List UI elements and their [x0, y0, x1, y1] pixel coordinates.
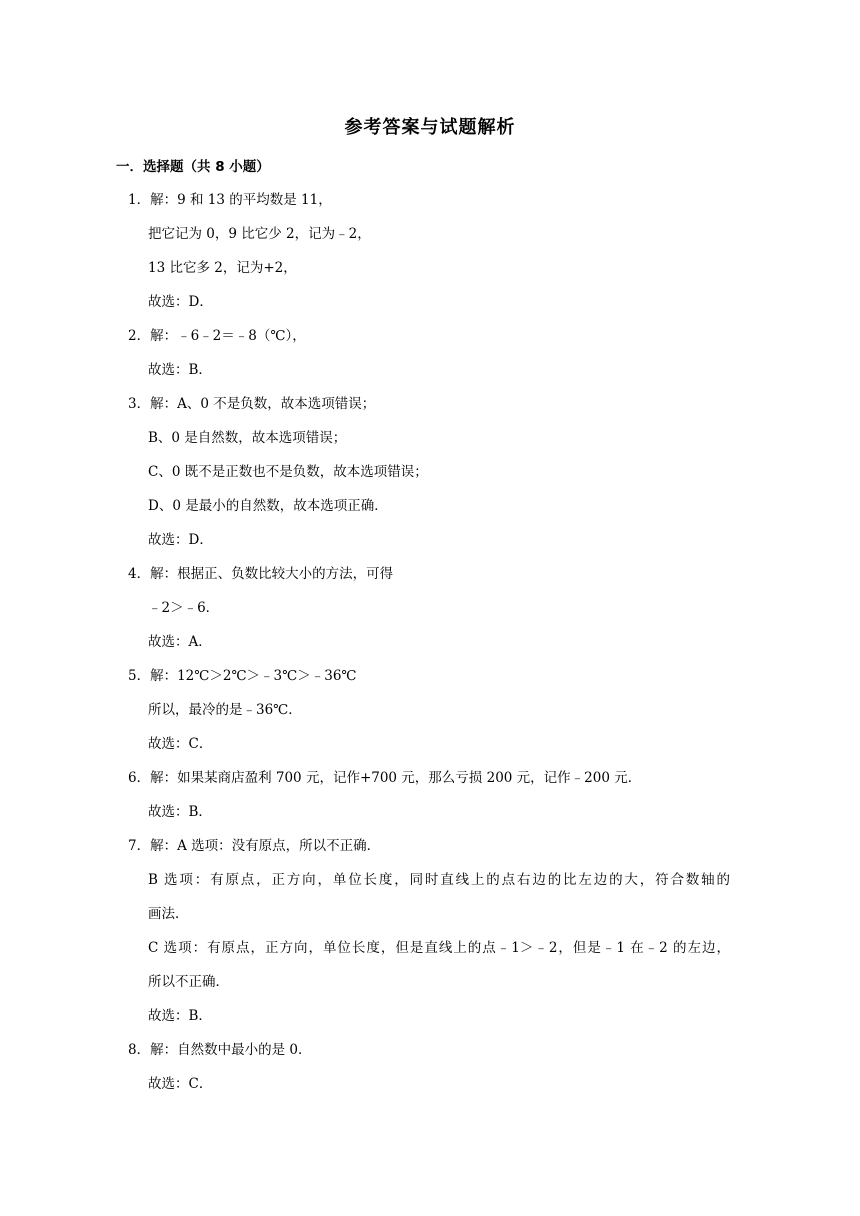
answer-7-line-1: 7．解：A 选项：没有原点，所以不正确． [128, 838, 381, 854]
answer-4-choice: 故选：A． [148, 634, 212, 650]
answer-3-line-3: C、0 既不是正数也不是负数，故本选项错误； [148, 464, 428, 480]
answer-8-choice: 故选：C． [148, 1076, 213, 1092]
answer-7-line-5: 所以不正确． [148, 974, 229, 990]
answer-1-line-2: 把它记为 0，9 比它少 2，记为﹣2， [148, 226, 371, 242]
answer-1-choice: 故选：D． [148, 294, 213, 310]
answer-4-line-2: ﹣2＞﹣6． [148, 600, 220, 616]
answer-5-line-2: 所以，最冷的是﹣36℃． [148, 702, 302, 718]
answer-1-line-3: 13 比它多 2，记为+2， [148, 260, 297, 276]
answer-2-choice: 故选：B． [148, 362, 212, 378]
answer-3-choice: 故选：D． [148, 532, 213, 548]
answer-6-line-1: 6．解：如果某商店盈利 700 元，记作+700 元，那么亏损 200 元，记作﹣200 元． [128, 770, 642, 786]
answer-7-line-4: C 选项：有原点，正方向，单位长度，但是直线上的点﹣1＞﹣2，但是﹣1 在﹣2 的左边， [148, 940, 730, 956]
answer-3-line-2: B、0 是自然数，故本选项错误； [148, 430, 347, 446]
page-title: 参考答案与试题解析 [344, 117, 516, 138]
answer-5-choice: 故选：C． [148, 736, 213, 752]
answer-6-choice: 故选：B． [148, 804, 212, 820]
answer-3-line-4: D、0 是最小的自然数，故本选项正确． [148, 498, 388, 514]
answer-4-line-1: 4．解：根据正、负数比较大小的方法，可得 [128, 566, 394, 582]
section-heading: 一．选择题（共 8 小题） [116, 159, 270, 175]
answer-7-choice: 故选：B． [148, 1008, 212, 1024]
answer-7-line-2: B 选项：有原点，正方向，单位长度，同时直线上的点右边的比左边的大，符合数轴的 [148, 872, 730, 888]
answer-7-line-3: 画法． [148, 906, 189, 922]
answer-8-line-1: 8．解：自然数中最小的是 0． [128, 1042, 312, 1058]
answer-5-line-1: 5．解：12℃＞2℃＞﹣3℃＞﹣36℃ [128, 668, 357, 684]
answer-1-line-1: 1．解：9 和 13 的平均数是 11， [128, 192, 332, 208]
answer-3-line-1: 3．解：A、0 不是负数，故本选项错误； [128, 396, 376, 412]
answer-2-line-1: 2．解：﹣6﹣2＝﹣8（℃）， [128, 328, 306, 344]
